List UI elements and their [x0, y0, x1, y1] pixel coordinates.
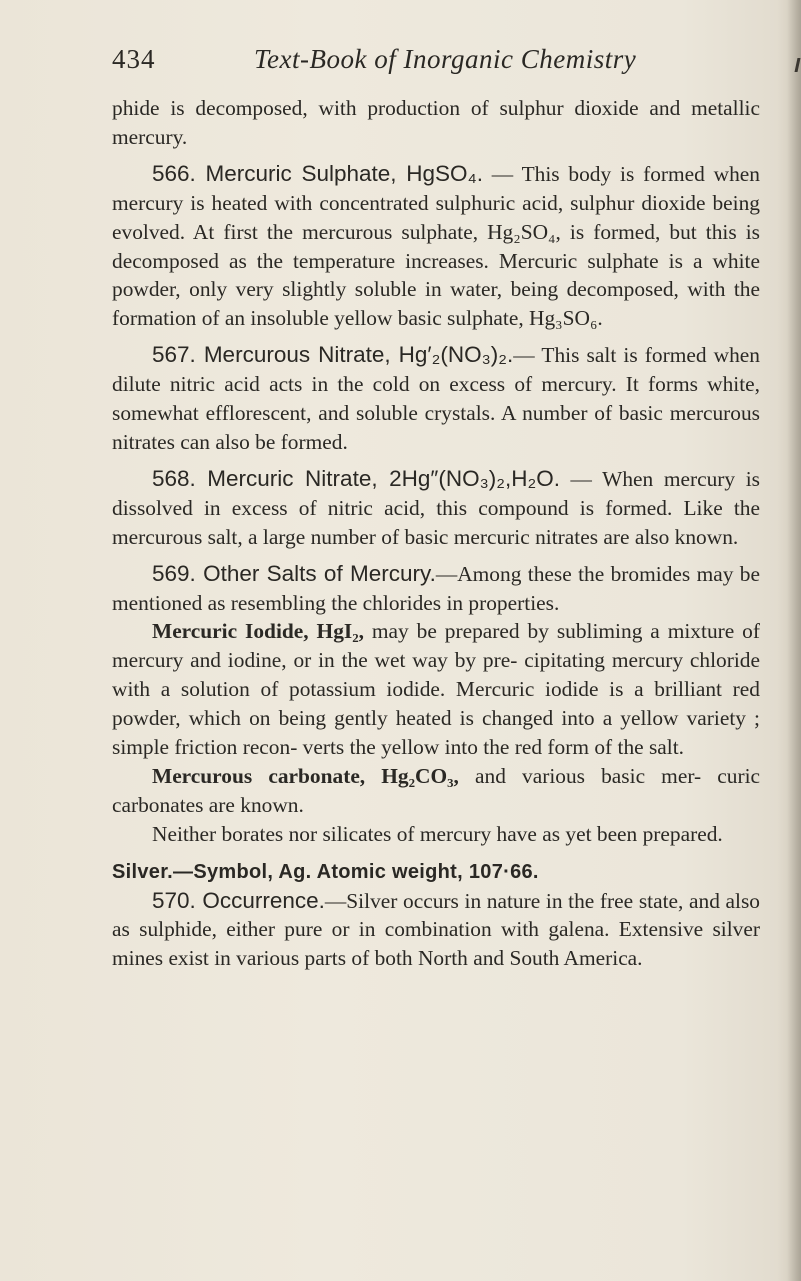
section-570: [112, 887, 760, 974]
section-heading: 568. Mercuric Nitrate, 2Hg″(NO₃)₂,H₂O.: [152, 465, 560, 491]
page-number: 434: [112, 44, 156, 74]
section-566: [112, 160, 760, 333]
section-heading: 570. Occurrence.: [152, 887, 325, 913]
section-569: [112, 560, 760, 618]
silver-heading: [112, 857, 760, 887]
section-text: —Silver occurs in nature in the free state, and also as sulphide, either pure or in combination with galena. Extensive silver mines exist in various parts of both North and South America.: [112, 888, 760, 971]
section-567: [112, 341, 760, 457]
section-text: —Among these the bromides may be mentioned as resembling the chlorides in properties.: [112, 561, 760, 615]
paragraph-text: Neither borates nor silicates of mercury have as yet been prepared.: [152, 821, 723, 846]
section-heading: 567. Mercurous Nitrate, Hg′₂(NO₃)₂.: [152, 342, 514, 368]
page-header: [0, 44, 801, 84]
paragraph-text: phide is decomposed, with production of sulphur dioxide and metallic mercury.: [112, 96, 760, 149]
section-heading: 566. Mercuric Sulphate, HgSO₄.: [152, 160, 483, 186]
section-568: [112, 465, 760, 552]
paragraph-text: may be prepared by subliming a mixture of mercury and iodine, or in the wet way by pre- cipitating mercury chloride with a solution of potassium iodide. Mercuric iodide is a brilliant red powder, which on being gently heated is changed into a yellow variety ; simple friction recon- verts the yellow into the red form of the salt.: [112, 619, 760, 760]
section-heading: 569. Other Salts of Mercury.: [152, 560, 436, 586]
paragraph-continuation: [112, 94, 760, 152]
paragraph-lead: Mercurous carbonate, Hg₂CO₃,: [152, 763, 459, 788]
paragraph-text: and various basic mer- curic carbonates are known.: [112, 763, 761, 817]
paragraph-lead: Mercuric Iodide, HgI₂,: [152, 619, 364, 644]
section-text: — When mercury is dissolved in excess of nitric acid, this compound is formed. Like the mercurous salt, a large number of basic mercuric nitrates are also known.: [112, 466, 760, 549]
page-content: [112, 94, 760, 973]
borates-paragraph: [112, 820, 760, 849]
section-text: — This body is formed when mercury is heated with concentrated sulphuric acid, sulphur dioxide being evolved. At first the mercurous sulphate, Hg₂SO₄, is formed, but this is decomposed as the temperature increases. Mercuric sulphate is a white powder, only very slightly soluble in water, being decomposed, with the formation of an insoluble yellow basic sulphate, Hg₃SO₆.: [112, 161, 760, 331]
section-text: — This salt is formed when dilute nitric acid acts in the cold on excess of mercury. It forms white, somewhat efflorescent, and soluble crystals. A number of basic mercurous nitrates can also be formed.: [112, 343, 760, 454]
element-heading: Silver.—Symbol, Ag. Atomic weight, 107·66.: [112, 860, 539, 883]
mercurous-carbonate-paragraph: [112, 762, 760, 820]
running-title: Text-Book of Inorganic Chemistry: [254, 44, 637, 74]
page-edge-shadow: [787, 0, 801, 1281]
mercuric-iodide-paragraph: [112, 617, 760, 762]
